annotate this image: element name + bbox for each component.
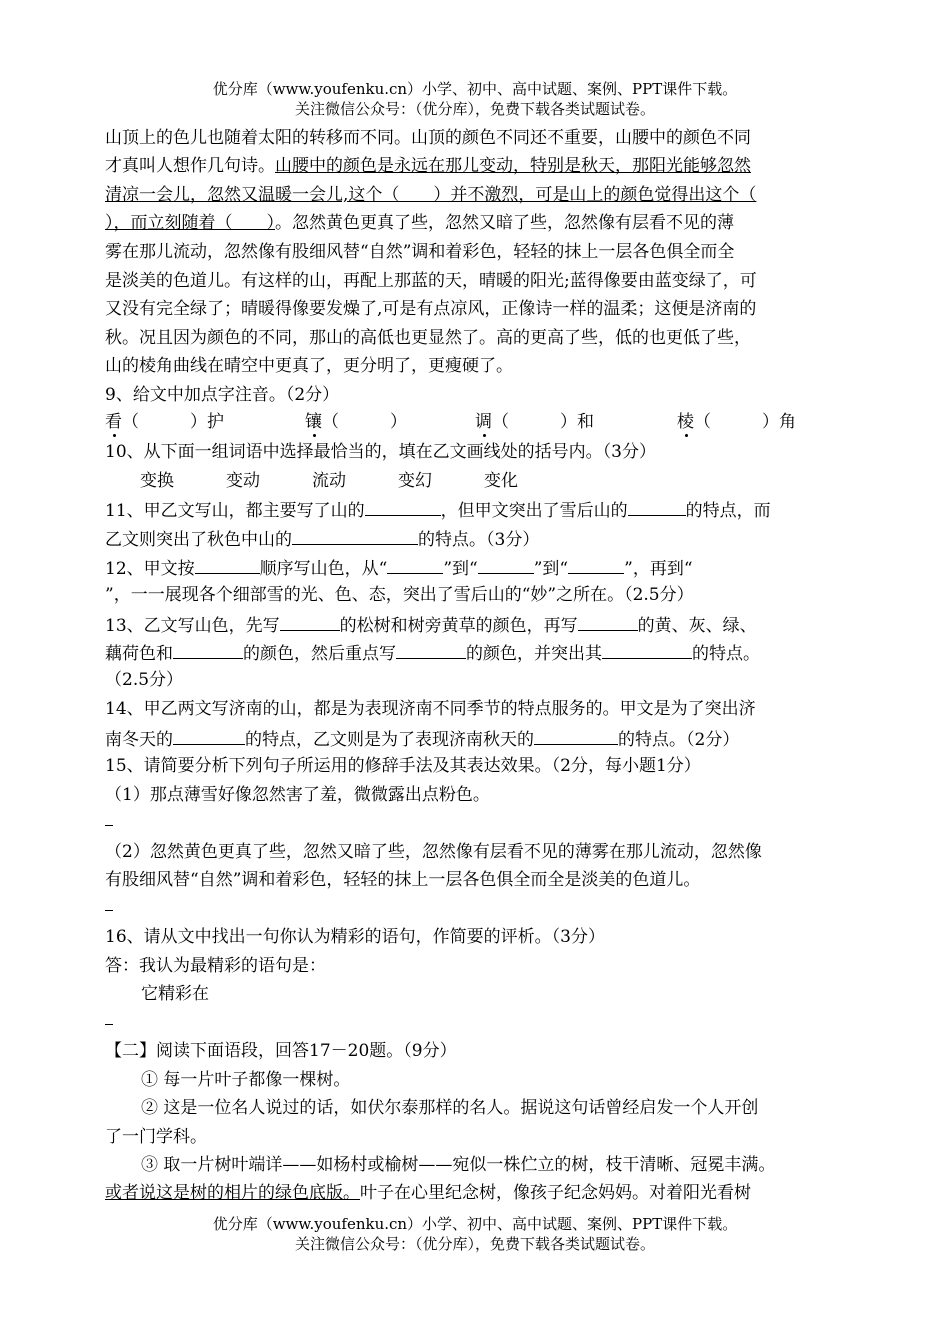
question-text: ，但甲文突出了雪后山的 bbox=[440, 501, 628, 521]
paragraph-3: ③ 取一片树叶端详——如杨村或榆树——宛似一株伫立的树，枝干清晰、冠冕丰满。 bbox=[141, 1155, 776, 1175]
question-text: 13、乙文写山色，先写 bbox=[105, 616, 280, 636]
passage-text: 才真叫人想作几句诗。 bbox=[105, 156, 275, 176]
passage-line: 又没有完全绿了；晴暖得像要发燥了,可是有点凉风，正像诗一样的温柔；这便是济南的 bbox=[105, 299, 757, 319]
question-14-line bbox=[105, 726, 850, 752]
answer-blank[interactable] bbox=[478, 555, 534, 574]
pinyin-item bbox=[475, 410, 594, 434]
question-15-sentence-1: （1）那点薄雪好像忽然害了羞，微微露出点粉色。 bbox=[105, 785, 490, 805]
answer-blank[interactable] bbox=[568, 555, 624, 574]
header-line-1: 优分库（www.youfenku.cn）小学、初中、高中试题、案例、PPT课件下载。 bbox=[212, 80, 738, 98]
passage-line bbox=[105, 211, 850, 235]
footer-line-1: 优分库（www.youfenku.cn）小学、初中、高中试题、案例、PPT课件下载。 bbox=[212, 1215, 738, 1233]
word-option: 变换 bbox=[140, 471, 174, 491]
question-text: ”，再到“ bbox=[624, 559, 693, 579]
question-text: ”到“ bbox=[533, 559, 569, 579]
question-text: 12、甲文按 bbox=[105, 559, 195, 579]
paragraph-1: ① 每一片叶子都像一棵树。 bbox=[141, 1070, 351, 1090]
answer-blank[interactable] bbox=[173, 640, 243, 659]
question-text: 的黄、灰、绿、 bbox=[637, 616, 757, 636]
pinyin-item bbox=[677, 410, 796, 434]
question-15-sentence-2: 有股细风替“自然”调和着彩色，轻轻的抹上一层各色俱全而全是淡美的色道儿。 bbox=[105, 870, 701, 890]
pinyin-blank: （ ）角 bbox=[694, 412, 796, 432]
pinyin-blank: （ ）护 bbox=[122, 412, 224, 432]
question-text: 的颜色，然后重点写 bbox=[243, 644, 396, 664]
question-text: 乙文则突出了秋色中山的 bbox=[105, 530, 292, 550]
question-text: 的特点，而 bbox=[685, 501, 771, 521]
pinyin-item bbox=[105, 410, 224, 434]
passage-line: 山的棱角曲线在晴空中更真了，更分明了，更瘦硬了。 bbox=[105, 356, 513, 376]
question-11-line bbox=[105, 497, 850, 523]
word-option: 变动 bbox=[226, 471, 260, 491]
answer-blank[interactable] bbox=[534, 726, 618, 745]
dotted-char: 棱 bbox=[677, 412, 694, 432]
answer-blank[interactable] bbox=[387, 555, 443, 574]
answer-blank[interactable] bbox=[173, 726, 245, 745]
question-text: 的特点。（3分） bbox=[418, 530, 540, 550]
question-16-answer-2: 它精彩在 bbox=[141, 984, 209, 1004]
question-16-stem: 16、请从文中找出一句你认为精彩的语句，作简要的评析。（3分） bbox=[105, 927, 605, 947]
underlined-text: 或者说这是树的相片的绿色底版。 bbox=[105, 1183, 360, 1203]
question-10-stem: 10、从下面一组词语中选择最恰当的，填在乙文画线处的括号内。（3分） bbox=[105, 442, 656, 462]
word-option: 变幻 bbox=[398, 471, 432, 491]
question-11-line bbox=[105, 526, 850, 552]
question-14-line: 14、甲乙两文写济南的山，都是为表现济南不同季节的特点服务的。甲文是为了突出济 bbox=[105, 699, 756, 719]
pinyin-blank: （ ） bbox=[322, 412, 407, 432]
underlined-text: 山腰中的颜色是永远在那儿变动，特别是秋天，那阳光能够忽然 bbox=[275, 156, 751, 176]
question-text: 的特点。（2分） bbox=[618, 730, 740, 750]
question-13-line bbox=[105, 612, 850, 638]
question-12-line: ”，一一展现各个细部雪的光、色、态，突出了雪后山的“妙”之所在。（2.5分） bbox=[105, 585, 694, 605]
word-option: 变化 bbox=[484, 471, 518, 491]
question-text: 11、甲乙文写山，都主要写了山的 bbox=[105, 501, 365, 521]
paragraph-text: 叶子在心里纪念树，像孩子纪念妈妈。对着阳光看树 bbox=[360, 1183, 751, 1203]
question-text: 藕荷色和 bbox=[105, 644, 173, 664]
answer-blank[interactable] bbox=[628, 497, 686, 516]
passage-line: 雾在那儿流动，忽然像有股细风替“自然”调和着彩色，轻轻的抹上一层各色俱全而全 bbox=[105, 242, 735, 262]
answer-blank[interactable] bbox=[396, 640, 466, 659]
answer-blank[interactable] bbox=[195, 555, 260, 574]
paragraph-3 bbox=[105, 1181, 850, 1205]
answer-blank[interactable] bbox=[578, 612, 638, 631]
passage-line: 山顶上的色儿也随着太阳的转移而不同。山顶的颜色不同还不重要，山腰中的颜色不同 bbox=[105, 128, 751, 148]
answer-line[interactable] bbox=[105, 910, 113, 911]
passage-line bbox=[105, 154, 850, 178]
question-text: ”到“ bbox=[443, 559, 478, 579]
word-options bbox=[140, 469, 885, 493]
pinyin-blank: （ ）和 bbox=[492, 412, 594, 432]
passage-line: 秋。况且因为颜色的不同，那山的高低也更显然了。高的更高了些，低的也更低了些， bbox=[105, 328, 751, 348]
question-16-answer-1: 答：我认为最精彩的语句是： bbox=[105, 956, 326, 976]
question-text: 的特点。 bbox=[692, 644, 760, 664]
dotted-char: 看 bbox=[105, 412, 122, 432]
question-13-line bbox=[105, 640, 850, 666]
question-text: 顺序写山色，从“ bbox=[259, 559, 388, 579]
footer-line-2: 关注微信公众号：（优分库），免费下载各类试题试卷。 bbox=[294, 1235, 655, 1253]
question-text: 南冬天的 bbox=[105, 730, 173, 750]
underlined-text: ），而立刻随着（ ） bbox=[105, 213, 275, 233]
question-text: 的颜色，并突出其 bbox=[466, 644, 602, 664]
dotted-char: 调 bbox=[475, 412, 492, 432]
answer-blank[interactable] bbox=[280, 612, 340, 631]
answer-blank[interactable] bbox=[365, 497, 441, 516]
answer-line[interactable] bbox=[105, 1024, 113, 1025]
section-2-title: 【二】阅读下面语段，回答17－20题。（9分） bbox=[105, 1041, 457, 1061]
pinyin-item bbox=[305, 410, 407, 434]
question-15-stem: 15、请简要分析下列句子所运用的修辞手法及其表达效果。（2分，每小题1分） bbox=[105, 756, 701, 776]
answer-blank[interactable] bbox=[292, 526, 418, 545]
question-9-stem: 9、给文中加点字注音。（2分） bbox=[105, 385, 340, 405]
word-option: 流动 bbox=[312, 471, 346, 491]
dotted-char: 镶 bbox=[305, 412, 322, 432]
question-15-sentence-2: （2）忽然黄色更真了些，忽然又暗了些，忽然像有层看不见的薄雾在那儿流动，忽然像 bbox=[105, 842, 762, 862]
answer-line[interactable] bbox=[105, 825, 113, 826]
question-12-line bbox=[105, 555, 850, 581]
header-line-2: 关注微信公众号：（优分库），免费下载各类试题试卷。 bbox=[294, 100, 655, 118]
question-text: 的特点，乙文则是为了表现济南秋天的 bbox=[245, 730, 534, 750]
paragraph-2: 了一门学科。 bbox=[105, 1127, 207, 1147]
underlined-line: 清凉一会儿，忽然又温暖一会儿,这个（ ）并不激烈，可是山上的颜色觉得出这个（ bbox=[105, 185, 757, 205]
answer-blank[interactable] bbox=[602, 640, 692, 659]
question-13-line: （2.5分） bbox=[105, 670, 184, 690]
paragraph-2: ② 这是一位名人说过的话，如伏尔泰那样的名人。据说这句话曾经启发一个人开创 bbox=[141, 1098, 759, 1118]
question-text: 的松树和树旁黄草的颜色，再写 bbox=[339, 616, 578, 636]
passage-text: 。忽然黄色更真了些，忽然又暗了些，忽然像有层看不见的薄 bbox=[275, 213, 734, 233]
passage-line: 是淡美的色道儿。有这样的山，再配上那蓝的天，晴暖的阳光;蓝得像要由蓝变绿了，可 bbox=[105, 271, 757, 291]
